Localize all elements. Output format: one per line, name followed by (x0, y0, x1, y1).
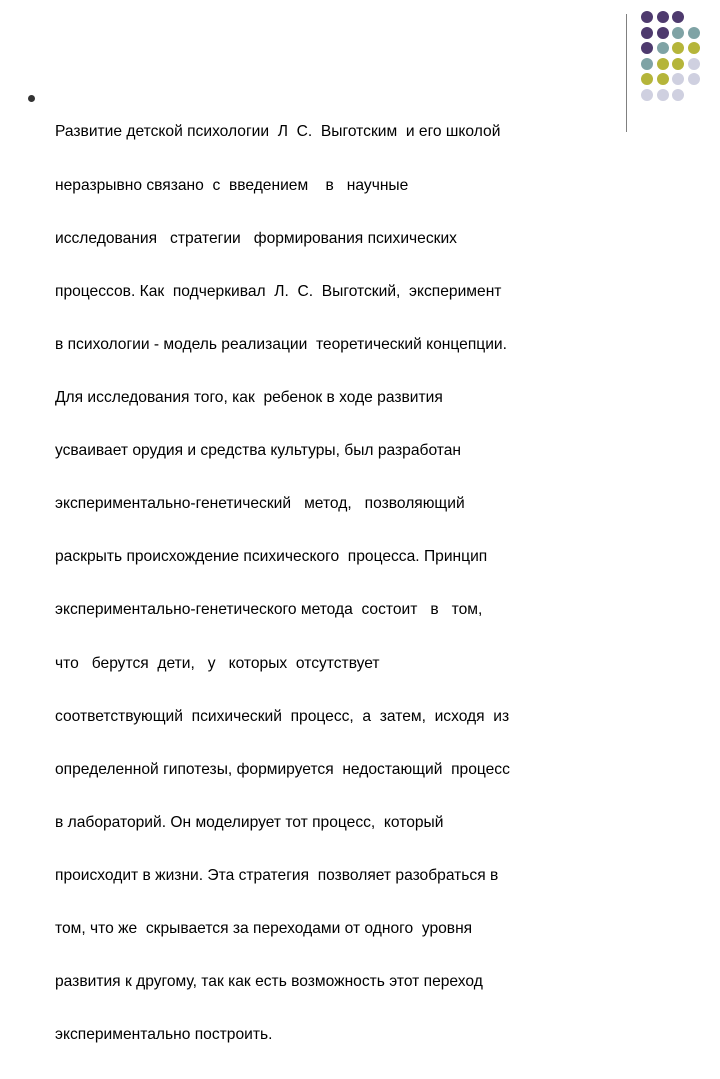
text-line: процессов. Как подчеркивал Л. С. Выготский, эксперимент (55, 282, 502, 300)
decorative-dot (688, 58, 700, 70)
decorative-dot (657, 89, 669, 101)
decorative-dot (672, 42, 684, 54)
decorative-dot (657, 42, 669, 54)
bullet-dot-icon (28, 95, 35, 102)
decorative-dot (688, 27, 700, 39)
text-line: том, что же скрывается за переходами от одного уровня (55, 920, 473, 938)
text-line: Развитие детской психологии Л С. Выготским и его школой (55, 123, 501, 141)
text-line: исследования стратегии формирования психических (55, 229, 457, 247)
decorative-dot (657, 27, 669, 39)
decorative-dot (688, 42, 700, 54)
text-line: что берутся дети, у которых отсутствует (55, 654, 380, 672)
text-line: в психологии - модель реализации теоретический концепции. (55, 335, 507, 353)
decorative-dot (641, 89, 653, 101)
text-line: определенной гипотезы, формируется недостающий процесс (55, 760, 510, 778)
text-line: происходит в жизни. Эта стратегия позволяет разобраться в (55, 866, 499, 884)
decorative-dot (672, 27, 684, 39)
text-line: усваивает орудия и средства культуры, был разработан (55, 442, 462, 460)
decorative-dot (641, 73, 653, 85)
text-line: экспериментально-генетический метод, позволяющий (55, 495, 465, 513)
text-line: экспериментально построить. (55, 1026, 273, 1044)
text-line: Для исследования того, как ребенок в ходе развития (55, 388, 443, 406)
decorative-dot (641, 27, 653, 39)
decorative-dot (672, 58, 684, 70)
decorative-dot (641, 11, 653, 23)
text-line: соответствующий психический процесс, а затем, исходя из (55, 707, 510, 725)
text-line: развития к другому, так как есть возможность этот переход (55, 973, 483, 991)
bullet-text (55, 88, 628, 1079)
decorative-dot (672, 89, 684, 101)
slide-body (28, 88, 628, 1079)
decorative-dot (672, 11, 684, 23)
decorative-dot (672, 73, 684, 85)
decorative-dot (657, 58, 669, 70)
decorative-dot-grid (625, 8, 720, 138)
text-line: экспериментально-генетического метода состоит в том, (55, 601, 483, 619)
text-line: в лабораторий. Он моделирует тот процесс, который (55, 813, 444, 831)
text-line: неразрывно связано с введением в научные (55, 176, 409, 194)
decorative-dot (641, 42, 653, 54)
bullet-item (28, 88, 628, 1079)
decorative-dot (688, 73, 700, 85)
decorative-dot (641, 58, 653, 70)
decorative-dot (657, 73, 669, 85)
text-line: раскрыть происхождение психического процесса. Принцип (55, 548, 488, 566)
decorative-dot (657, 11, 669, 23)
